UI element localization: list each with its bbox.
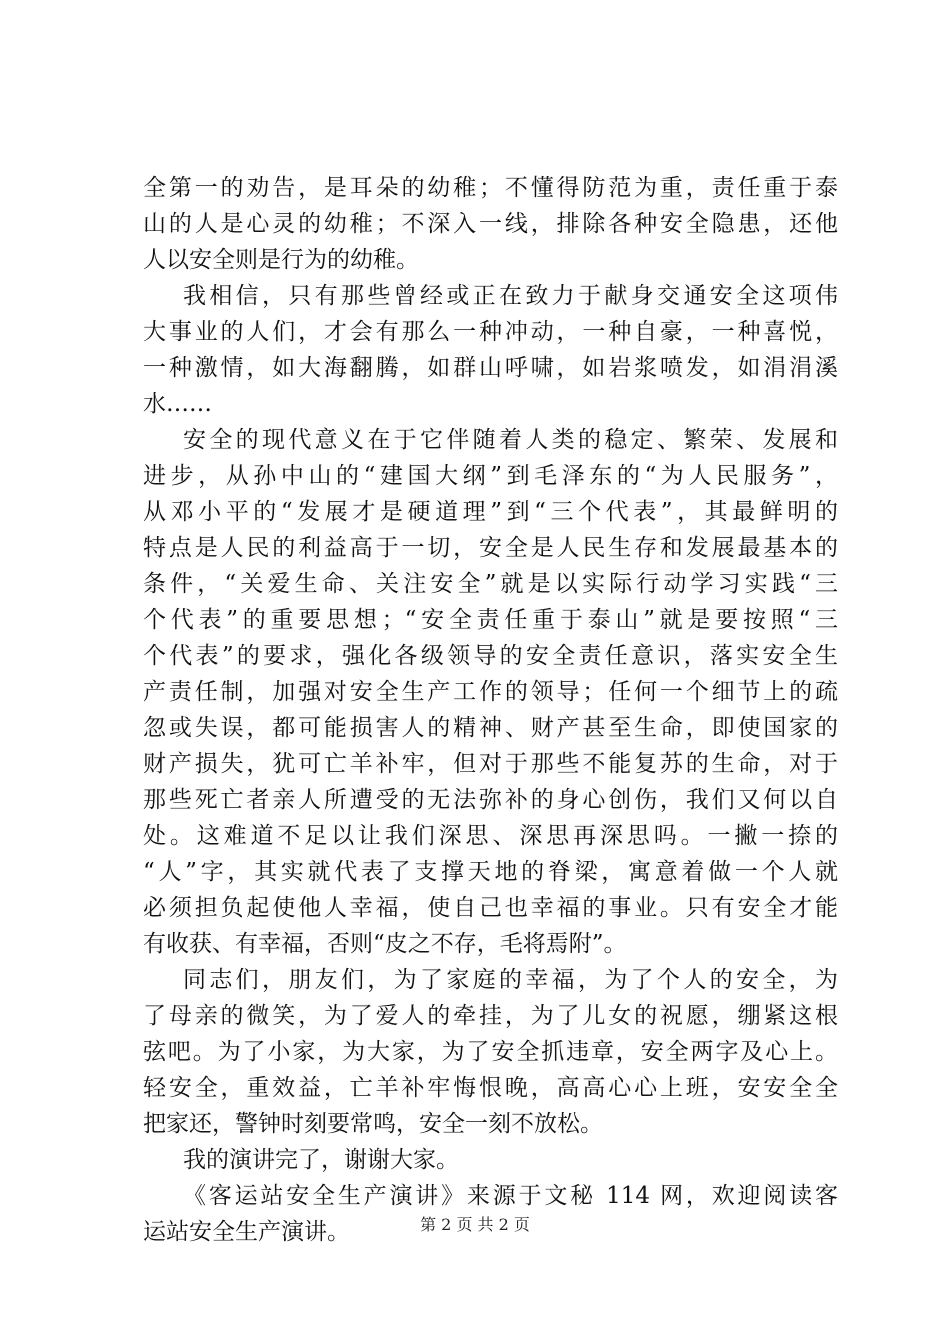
text-line: 忽或失误，都可能损害人的精神、财产甚至生命，即使国家的 [143, 715, 838, 741]
text-line: 个代表”的重要思想；“安全责任重于泰山”就是要按照“三 [143, 607, 838, 633]
text-line: 有收获、有幸福，否则“皮之不存，毛将焉附”。 [143, 931, 627, 957]
text-line: 条件，“关爱生命、关注安全”就是以实际行动学习实践“三 [143, 571, 838, 597]
page-footer: 第 2 页 共 2 页 [420, 1215, 530, 1234]
text-line: 人以安全则是行为的幼稚。 [143, 247, 419, 273]
text-line: 山的人是心灵的幼稚；不深入一线，排除各种安全隐患，还他 [143, 211, 838, 237]
text-line: 产责任制，加强对安全生产工作的领导；任何一个细节上的疏 [143, 679, 838, 705]
text-line: 全第一的劝告，是耳朵的幼稚；不懂得防范为重，责任重于泰 [143, 175, 838, 201]
text-line: 《客运站安全生产演讲》来源于文秘 114 网，欢迎阅读客 [183, 1183, 838, 1209]
text-line: “人”字，其实就代表了支撑天地的脊梁，寓意着做一个人就 [143, 859, 838, 885]
text-line: 财产损失，犹可亡羊补牢，但对于那些不能复苏的生命，对于 [143, 751, 838, 777]
text-line: 个代表”的要求，强化各级领导的安全责任意识，落实安全生 [143, 643, 838, 669]
text-line: 把家还，警钟时刻要常鸣，安全一刻不放松。 [143, 1111, 603, 1137]
text-line: 从邓小平的“发展才是硬道理”到“三个代表”，其最鲜明的 [143, 499, 838, 525]
text-line: 一种激情，如大海翻腾，如群山呼啸，如岩浆喷发，如涓涓溪 [143, 355, 838, 381]
text-line: 弦吧。为了小家，为大家，为了安全抓违章，安全两字及心上。 [143, 1039, 838, 1065]
text-line: 同志们，朋友们，为了家庭的幸福，为了个人的安全，为 [183, 967, 838, 993]
text-line: 处。这难道不足以让我们深思、深思再深思吗。一撇一捺的 [143, 823, 838, 849]
text-line: 运站安全生产演讲。 [143, 1219, 350, 1245]
document-body [143, 170, 838, 1250]
text-line: 大事业的人们，才会有那么一种冲动，一种自豪，一种喜悦， [143, 319, 838, 345]
text-line: 了母亲的微笑，为了爱人的牵挂，为了儿女的祝愿，绷紧这根 [143, 1003, 838, 1029]
text-line: 安全的现代意义在于它伴随着人类的稳定、繁荣、发展和 [183, 427, 838, 453]
text-line: 我相信，只有那些曾经或正在致力于献身交通安全这项伟 [183, 283, 838, 309]
text-line: 那些死亡者亲人所遭受的无法弥补的身心创伤，我们又何以自 [143, 787, 838, 813]
text-line: 进步，从孙中山的“建国大纲”到毛泽东的“为人民服务”， [143, 463, 838, 489]
text-line: 轻安全，重效益，亡羊补牢悔恨晚，高高心心上班，安安全全 [143, 1075, 838, 1101]
text-line: 必须担负起使他人幸福，使自己也幸福的事业。只有安全才能 [143, 895, 838, 921]
text-line: 水…… [143, 391, 212, 417]
text-line: 我的演讲完了，谢谢大家。 [183, 1147, 459, 1173]
text-line: 特点是人民的利益高于一切，安全是人民生存和发展最基本的 [143, 535, 838, 561]
